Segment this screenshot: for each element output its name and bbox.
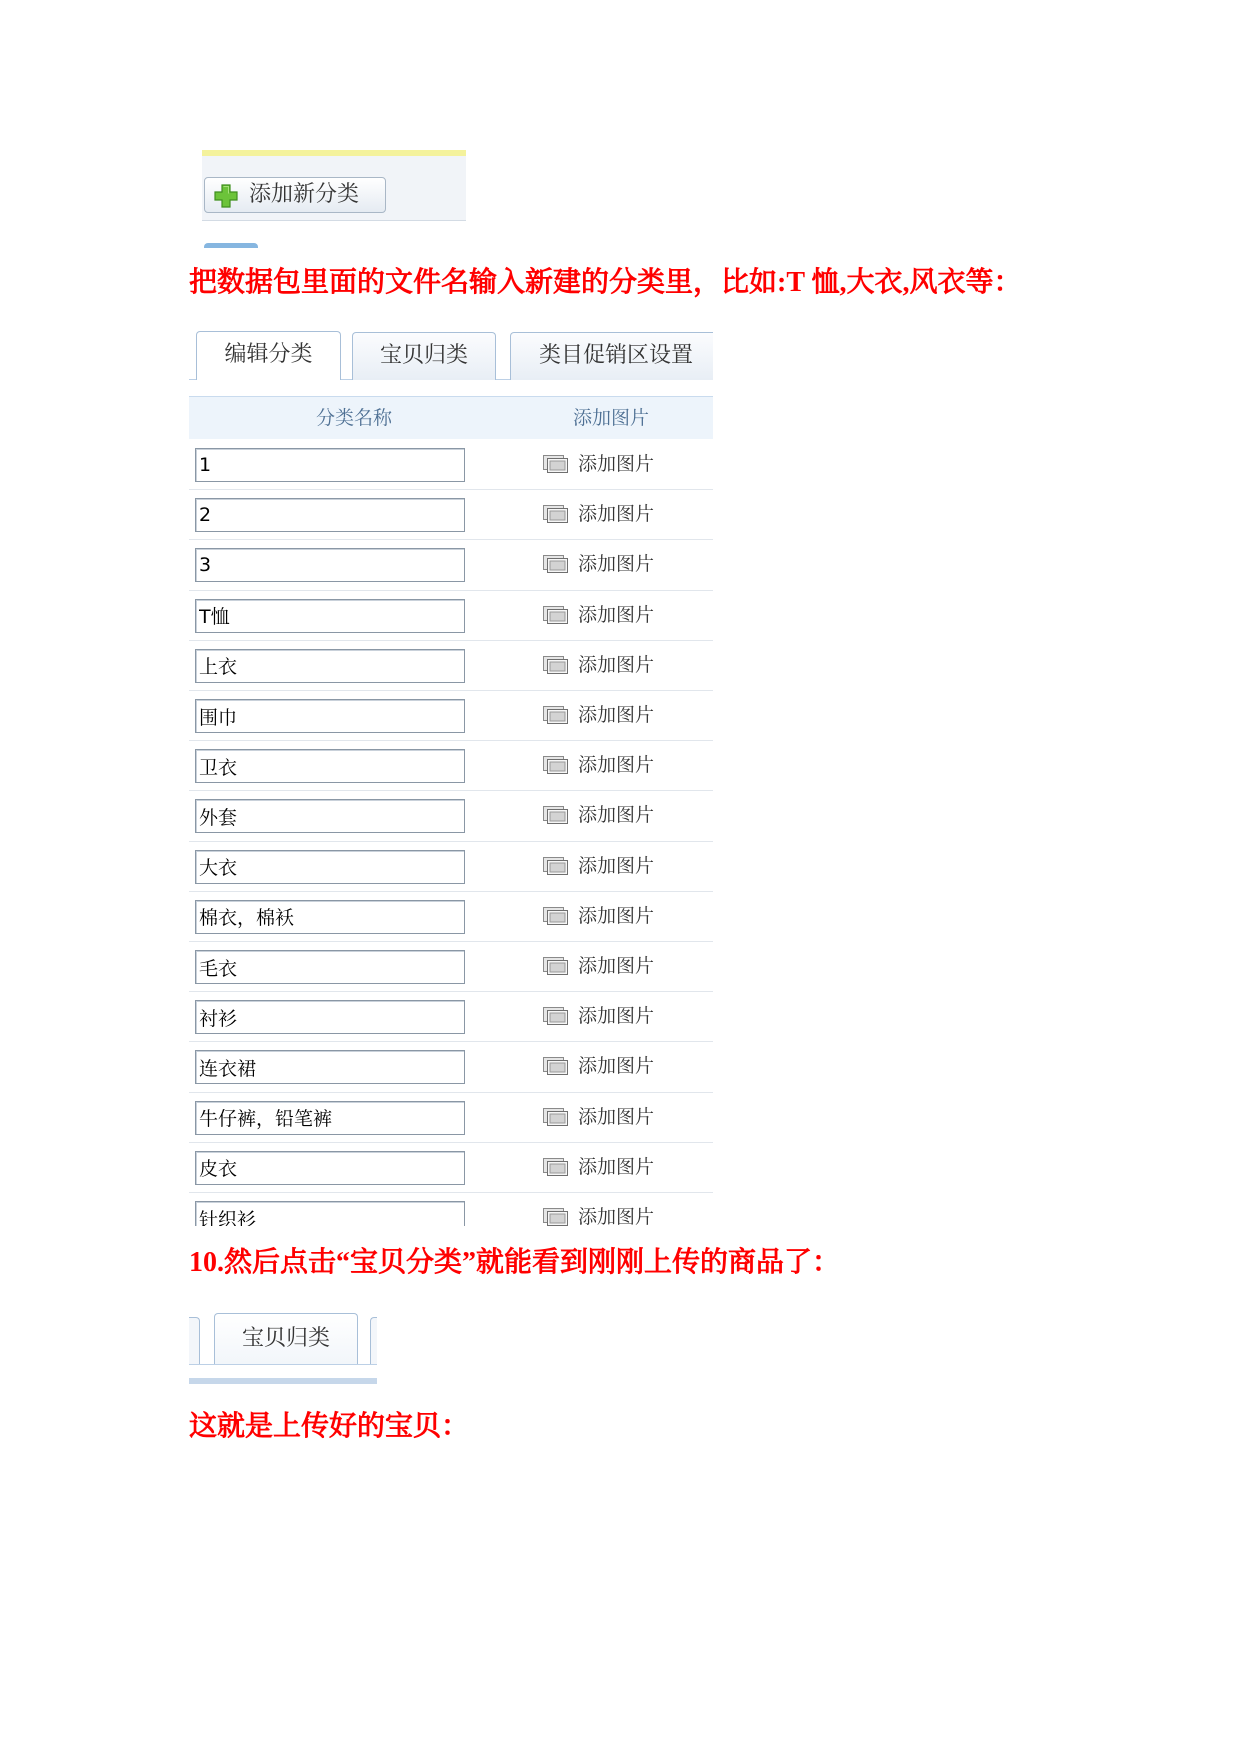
picture-icon xyxy=(543,1158,569,1177)
table-row xyxy=(189,1042,713,1092)
picture-icon xyxy=(543,1007,569,1026)
category-name-input[interactable] xyxy=(195,950,465,984)
tab-fragment xyxy=(204,243,258,248)
add-image-label: 添加图片 xyxy=(578,1155,655,1178)
category-name-input[interactable] xyxy=(195,448,465,482)
category-name-input[interactable] xyxy=(195,900,465,934)
add-image-label: 添加图片 xyxy=(578,804,655,827)
add-image-link[interactable] xyxy=(541,540,713,589)
add-image-link[interactable] xyxy=(541,691,713,740)
add-image-link[interactable] xyxy=(541,641,713,690)
category-name-input[interactable] xyxy=(195,1050,465,1084)
picture-icon xyxy=(543,756,569,775)
category-name-input[interactable] xyxy=(195,699,465,733)
category-name-input[interactable] xyxy=(195,1000,465,1034)
category-name-input[interactable] xyxy=(195,548,465,582)
add-image-link[interactable] xyxy=(541,992,713,1041)
add-image-label: 添加图片 xyxy=(578,1105,655,1128)
category-name-input[interactable] xyxy=(195,498,465,532)
add-image-label: 添加图片 xyxy=(578,453,655,475)
picture-icon xyxy=(543,857,569,876)
add-image-label: 添加图片 xyxy=(578,1055,655,1078)
add-category-button[interactable] xyxy=(204,177,386,213)
picture-icon xyxy=(543,1208,569,1226)
picture-icon xyxy=(543,555,569,574)
add-category-label: 添加新分类 xyxy=(249,182,360,207)
table-row xyxy=(189,641,713,691)
table-row xyxy=(189,490,713,540)
tab-preview-baseline xyxy=(189,1364,377,1365)
green-plus-icon xyxy=(214,184,238,208)
table-row xyxy=(189,1193,713,1226)
add-image-link[interactable] xyxy=(541,440,713,489)
picture-icon xyxy=(543,907,569,926)
add-image-label: 添加图片 xyxy=(578,1206,655,1226)
add-image-label: 添加图片 xyxy=(578,553,655,576)
tab-promo-settings[interactable]: 类目促销区设置 xyxy=(510,332,713,380)
tab-edge-right xyxy=(370,1317,377,1364)
add-image-link[interactable] xyxy=(541,842,713,891)
category-name-input[interactable] xyxy=(195,799,465,833)
picture-icon xyxy=(543,455,569,474)
add-image-link[interactable] xyxy=(541,490,713,539)
add-image-link[interactable] xyxy=(541,791,713,840)
table-row xyxy=(189,992,713,1042)
add-image-link[interactable] xyxy=(541,1193,713,1226)
picture-icon xyxy=(543,1108,569,1127)
add-image-label: 添加图片 xyxy=(578,955,655,977)
add-image-link[interactable] xyxy=(541,741,713,790)
add-image-label: 添加图片 xyxy=(578,904,655,927)
picture-icon xyxy=(543,706,569,725)
table-row xyxy=(189,1143,713,1193)
category-table-body xyxy=(189,440,713,1226)
tab-edit-category[interactable]: 编辑分类 xyxy=(196,331,341,380)
add-category-panel xyxy=(202,150,466,221)
table-row xyxy=(189,691,713,741)
table-row xyxy=(189,892,713,942)
add-image-label: 添加图片 xyxy=(578,653,655,676)
table-row xyxy=(189,942,713,992)
instruction-line-2: 10.然后点击“宝贝分类”就能看到刚刚上传的商品了： xyxy=(189,1247,841,1278)
tab-assign-items-preview[interactable]: 宝贝归类 xyxy=(214,1313,358,1364)
table-row xyxy=(189,440,713,490)
add-image-label: 添加图片 xyxy=(578,854,655,877)
tab-assign-items[interactable]: 宝贝归类 xyxy=(352,332,496,380)
category-name-input[interactable] xyxy=(195,1201,465,1226)
category-name-input[interactable] xyxy=(195,1151,465,1185)
picture-icon xyxy=(543,656,569,675)
picture-icon xyxy=(543,505,569,524)
add-image-label: 添加图片 xyxy=(578,603,655,626)
add-image-link[interactable] xyxy=(541,1042,713,1091)
table-row xyxy=(189,591,713,641)
category-name-input[interactable] xyxy=(195,649,465,683)
category-name-input[interactable] xyxy=(195,599,465,633)
table-header xyxy=(189,396,713,439)
category-name-input[interactable] xyxy=(195,749,465,783)
table-row xyxy=(189,791,713,841)
picture-icon xyxy=(543,606,569,625)
add-image-label: 添加图片 xyxy=(578,1005,655,1028)
add-image-label: 添加图片 xyxy=(578,704,655,726)
add-image-link[interactable] xyxy=(541,892,713,941)
instruction-line-3: 这就是上传好的宝贝： xyxy=(189,1411,470,1442)
column-header-add-image: 添加图片 xyxy=(572,407,649,429)
add-image-link[interactable] xyxy=(541,1143,713,1192)
tab-preview xyxy=(189,1309,377,1385)
add-image-link[interactable] xyxy=(541,1093,713,1142)
category-tabbar xyxy=(189,331,713,381)
column-header-category-name: 分类名称 xyxy=(315,407,392,429)
picture-icon xyxy=(543,806,569,825)
table-row xyxy=(189,741,713,791)
picture-icon xyxy=(543,957,569,976)
picture-icon xyxy=(543,1057,569,1076)
instruction-line-1: 把数据包里面的文件名输入新建的分类里，比如:T 恤,大衣,风衣等： xyxy=(189,267,1022,298)
table-row xyxy=(189,1093,713,1143)
tab-edge-left xyxy=(189,1317,200,1364)
table-row xyxy=(189,540,713,590)
panel-highlight-strip xyxy=(202,150,466,156)
category-name-input[interactable] xyxy=(195,1101,465,1135)
table-row xyxy=(189,842,713,892)
add-image-link[interactable] xyxy=(541,591,713,640)
add-image-label: 添加图片 xyxy=(578,503,655,526)
tab-preview-band xyxy=(189,1378,377,1384)
category-name-input[interactable] xyxy=(195,850,465,884)
add-image-link[interactable] xyxy=(541,942,713,991)
add-image-label: 添加图片 xyxy=(578,754,655,777)
